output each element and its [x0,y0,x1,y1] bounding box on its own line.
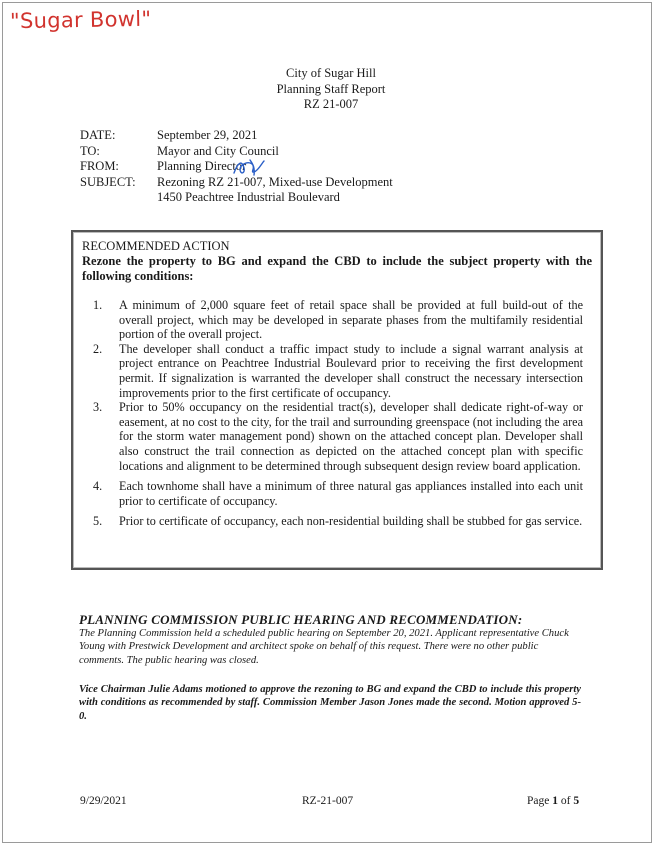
recommended-action-summary: Rezone the property to BG and expand the CBD to include the subject property with the following conditions: [82,254,592,283]
planning-commission-paragraph: The Planning Commission held a scheduled public hearing on September 20, 2021. Applicant representative Chuck Young with Prestwick Development and architect spoke on behalf of this request. There were no other public comments. The public hearing was closed. [79,628,569,666]
condition-text: Prior to 50% occupancy on the residential tract(s), developer shall dedicate right-of-way or easement, at no cost to the city, for the trail and surrounding greenspace (not including the area for the storm water management pond) shown on the attached concept plan. Developer shall also construct the trail connection as depicted on the attached concept plan with specific locations and alignment to be determined through subsequent design review board application. [119,400,583,473]
memo-from-value: Planning Director [157,159,247,173]
condition-text: The developer shall conduct a traffic impact study to include a signal warrant analysis at project entrance on Peachtree Industrial Boulevard prior to receiving the first development permit. If signalization is warranted the developer shall construct the necessary intersection improvements prior to the first certificate of occupancy. [119,341,583,400]
memo-date-row [80,128,393,144]
list-item [93,342,583,400]
memo-subject-label: SUBJECT: [80,174,136,189]
report-header [0,66,656,113]
recommended-action-box [71,230,603,570]
footer-page-current: 1 [552,795,558,807]
handwritten-annotation: "Sugar Bowl" [9,6,152,34]
condition-text: Each townhome shall have a minimum of three natural gas appliances installed into each unit prior to certificate of occupancy. [119,479,583,508]
list-item [93,298,583,342]
memo-from-label: FROM: [80,159,119,173]
condition-text: Prior to certificate of occupancy, each non-residential building shall be stubbed for gas service. [119,514,583,529]
list-item [93,479,583,508]
footer-page-of: of [557,795,574,807]
footer-page-prefix: Page [527,795,553,807]
condition-text: A minimum of 2,000 square feet of retail space shall be provided at full build-out of the overall project, which may be developed in separate phases from the multifamily residential portion of the overall project. [119,298,583,342]
memo-subject-address: 1450 Peachtree Industrial Boulevard [157,190,340,204]
memo-to-value: Mayor and City Council [157,143,279,158]
memo-block [80,128,393,206]
memo-subject-value: Rezoning RZ 21-007, Mixed-use Development [157,174,393,189]
header-report-type: Planning Staff Report [276,81,386,96]
memo-from-value-wrap [157,159,393,175]
planning-commission-heading: PLANNING COMMISSION PUBLIC HEARING AND RECOMMENDATION: [79,612,523,627]
condition-number: 2. [93,341,103,356]
memo-from-row [80,159,393,175]
footer-case-number: RZ-21-007 [302,795,354,807]
condition-number: 4. [93,479,103,494]
conditions-list [93,298,583,529]
memo-to-row [80,144,393,160]
header-case-number: RZ 21-007 [303,97,359,111]
memo-date-value: September 29, 2021 [157,128,258,142]
recommended-action-title: RECOMMENDED ACTION [82,239,230,253]
footer-date: 9/29/2021 [80,795,127,807]
footer-page-total: 5 [573,795,580,807]
header-city: City of Sugar Hill [286,66,376,80]
memo-date-label: DATE: [80,128,116,142]
condition-number: 5. [93,514,103,529]
condition-number: 1. [93,298,103,312]
planning-commission-motion: Vice Chairman Julie Adams motioned to approve the rezoning to BG and expand the CBD to include this property with conditions as recommended by staff. Commission Member Jason Jones made the second. Motion approved 5-0. [79,684,581,722]
list-item [93,400,583,473]
memo-to-label: TO: [80,143,100,158]
list-item [93,514,583,529]
condition-number: 3. [93,400,103,415]
footer-page-number [527,795,579,807]
